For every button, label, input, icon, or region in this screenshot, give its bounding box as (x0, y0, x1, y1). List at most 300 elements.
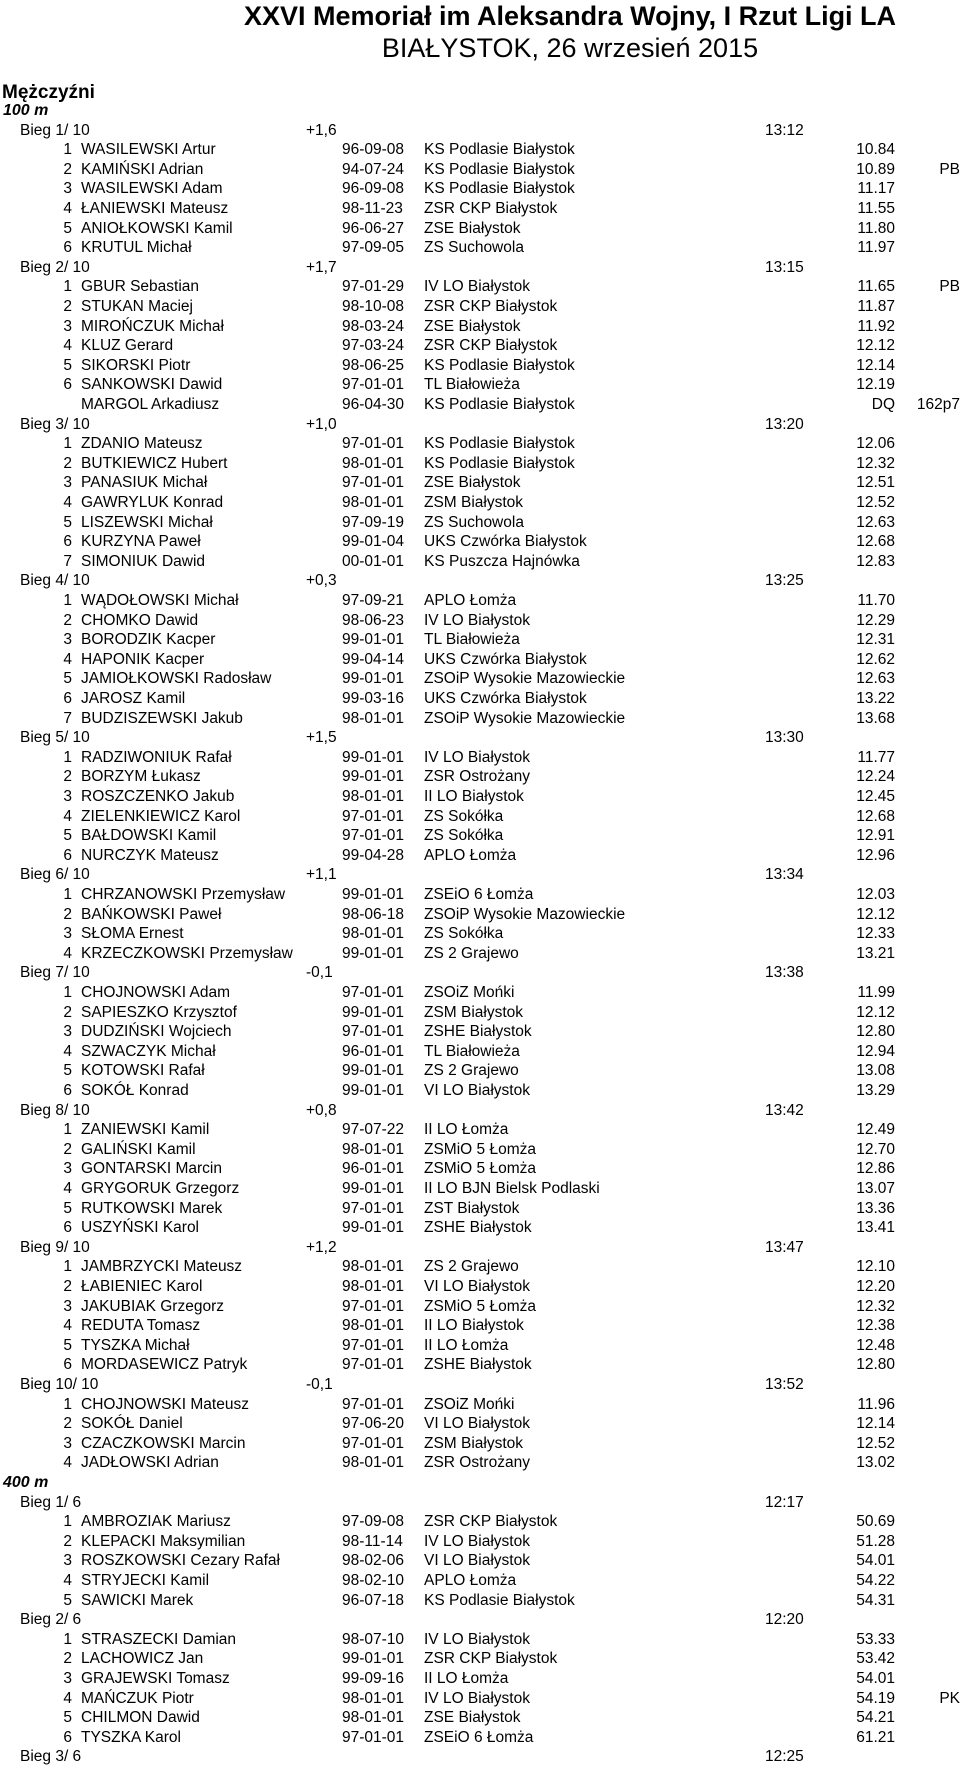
athlete-name: CHOJNOWSKI Mateusz (81, 1395, 249, 1413)
result-value: 12.52 (856, 1434, 895, 1452)
birth-date: 97-07-22 (342, 1121, 405, 1139)
heat-time: 13:38 (765, 964, 804, 982)
result-row (0, 1728, 960, 1748)
athlete-name: WĄDOŁOWSKI Michał (81, 592, 239, 609)
heat-header (0, 258, 960, 278)
birth-date: 97-09-08 (342, 1513, 405, 1531)
result-row (0, 1179, 960, 1199)
birth-date: 97-09-05 (342, 239, 405, 257)
heat-label: Bieg 10/ 10 (20, 1376, 99, 1393)
result-place: 6 (63, 1728, 72, 1746)
result-place: 1 (63, 1630, 72, 1648)
result-place: 3 (63, 1023, 72, 1041)
heat-header (0, 1375, 960, 1395)
result-value: 12.14 (856, 1415, 895, 1433)
athlete-name: SANKOWSKI Dawid (81, 376, 223, 394)
birth-date: 98-01-01 (342, 1258, 405, 1276)
result-row (0, 669, 960, 689)
result-place: 5 (63, 827, 72, 845)
birth-date: 97-01-01 (342, 435, 405, 453)
birth-date: 97-03-24 (342, 337, 405, 355)
birth-date: 98-01-01 (342, 494, 405, 511)
result-row (0, 1140, 960, 1160)
result-row (0, 689, 960, 709)
result-value: 61.21 (856, 1728, 895, 1746)
heat-header (0, 415, 960, 435)
athlete-name: GRYGORUK Grzegorz (81, 1180, 240, 1197)
heat-wind: +0,8 (306, 1101, 337, 1119)
result-place: 2 (63, 160, 72, 178)
athlete-name: TYSZKA Karol (81, 1728, 181, 1746)
page-title: XXVI Memoriał im Aleksandra Wojny, I Rzut Ligi LA (243, 1, 897, 31)
club-name: ZS 2 Grajewo (424, 1258, 519, 1276)
result-value: 13.02 (856, 1454, 895, 1472)
result-place: 3 (63, 474, 72, 492)
result-place: 4 (63, 1317, 72, 1335)
result-value: DQ (871, 396, 895, 413)
result-row (0, 1551, 960, 1571)
result-row (0, 787, 960, 807)
birth-date: 98-02-06 (342, 1552, 405, 1570)
club-name: TL Białowieża (424, 1042, 520, 1060)
event-heading (0, 1473, 960, 1493)
athlete-name: KAMIŃSKI Adrian (81, 160, 204, 178)
heat-label: Bieg 5/ 10 (20, 729, 90, 747)
birth-date: 99-04-14 (342, 650, 405, 668)
result-value: 12.80 (856, 1023, 895, 1041)
athlete-name: KLEPACKI Maksymilian (81, 1532, 246, 1550)
club-name: APLO Łomża (424, 592, 517, 609)
result-row (0, 532, 960, 552)
athlete-name: ZANIEWSKI Kamil (81, 1121, 210, 1139)
birth-date: 98-02-10 (342, 1572, 405, 1589)
athlete-name: WASILEWSKI Adam (81, 180, 223, 198)
athlete-name: GRAJEWSKI Tomasz (81, 1670, 230, 1687)
club-name: UKS Czwórka Białystok (424, 533, 587, 551)
club-name: ZSR CKP Białystok (424, 298, 558, 315)
athlete-name: ŁABIENIEC Karol (81, 1278, 203, 1295)
birth-date: 97-01-01 (342, 1336, 405, 1354)
result-row (0, 767, 960, 787)
club-name: ZSOiP Wysokie Mazowieckie (424, 670, 626, 688)
result-value: 12.86 (856, 1160, 895, 1178)
result-place: 5 (63, 1709, 72, 1727)
athlete-name: ROSZCZENKO Jakub (81, 788, 235, 805)
result-row (0, 513, 960, 533)
club-name: ZSR CKP Białystok (424, 1513, 558, 1531)
athlete-name: TYSZKA Michał (81, 1336, 190, 1354)
result-row (0, 277, 960, 297)
heat-wind: +1,1 (306, 866, 337, 884)
athlete-name: DUDZIŃSKI Wojciech (81, 1023, 232, 1041)
result-place: 5 (63, 670, 72, 688)
result-value: 12.32 (856, 454, 895, 472)
result-row (0, 1316, 960, 1336)
birth-date: 98-01-01 (342, 1454, 405, 1472)
birth-date: 99-01-01 (342, 1180, 405, 1197)
heat-time: 13:34 (765, 866, 804, 884)
birth-date: 99-01-04 (342, 533, 405, 551)
club-name: UKS Czwórka Białystok (424, 650, 587, 668)
result-row (0, 885, 960, 905)
result-value: 12.96 (856, 846, 895, 864)
heat-header (0, 1747, 960, 1767)
heat-wind: +0,3 (306, 572, 337, 590)
result-value: 10.84 (856, 141, 895, 159)
result-row (0, 336, 960, 356)
result-place: 2 (63, 1278, 72, 1295)
result-row (0, 1649, 960, 1669)
birth-date: 98-11-23 (342, 200, 403, 217)
result-row (0, 434, 960, 454)
result-row (0, 199, 960, 219)
club-name: KS Podlasie Białystok (424, 160, 575, 178)
athlete-name: BORODZIK Kacper (81, 631, 216, 649)
heat-label: Bieg 3/ 6 (20, 1748, 82, 1766)
club-name: II LO Białystok (424, 1317, 524, 1335)
club-name: IV LO Białystok (424, 1630, 530, 1648)
birth-date: 99-04-28 (342, 846, 405, 864)
result-place: 4 (63, 1454, 72, 1472)
result-value: 50.69 (856, 1513, 895, 1531)
heat-header (0, 728, 960, 748)
athlete-name: STRYJECKI Kamil (81, 1572, 210, 1589)
result-row (0, 983, 960, 1003)
athlete-name: PANASIUK Michał (81, 474, 208, 492)
club-name: KS Podlasie Białystok (424, 454, 575, 472)
result-place: 2 (63, 905, 72, 923)
result-row (0, 140, 960, 160)
athlete-name: KURZYNA Paweł (81, 533, 201, 551)
athlete-name: ANIOŁKOWSKI Kamil (81, 219, 233, 237)
athlete-name: ZDANIO Mateusz (81, 435, 203, 453)
club-name: VI LO Białystok (424, 1278, 530, 1295)
heat-time: 13:25 (765, 572, 804, 590)
result-place: 5 (63, 513, 72, 531)
athlete-name: JAROSZ Kamil (81, 690, 186, 707)
result-row (0, 1591, 960, 1611)
heat-label: Bieg 2/ 10 (20, 258, 90, 276)
athlete-name: LACHOWICZ Jan (81, 1650, 204, 1668)
result-row (0, 1081, 960, 1101)
heat-wind: +1,7 (306, 258, 337, 276)
result-place: 2 (63, 298, 72, 315)
result-row (0, 454, 960, 474)
club-name: IV LO Białystok (424, 748, 530, 766)
athlete-name: USZYŃSKI Karol (81, 1219, 200, 1237)
result-place: 4 (63, 1042, 72, 1060)
athlete-name: CHOMKO Dawid (81, 611, 199, 629)
result-row (0, 375, 960, 395)
result-place: 1 (63, 1258, 72, 1276)
result-place: 4 (63, 1572, 72, 1589)
result-value: 12.29 (856, 611, 895, 629)
result-value: 12.14 (856, 356, 895, 374)
birth-date: 97-01-01 (342, 1356, 405, 1374)
club-name: IV LO Białystok (424, 1532, 530, 1550)
birth-date: 98-01-01 (342, 1278, 405, 1295)
athlete-name: CHOJNOWSKI Adam (81, 984, 230, 1001)
result-place: 2 (63, 1650, 72, 1668)
result-value: 11.77 (857, 748, 895, 766)
result-row (0, 473, 960, 493)
result-row (0, 1512, 960, 1532)
heat-label: Bieg 8/ 10 (20, 1101, 90, 1119)
result-place: 4 (63, 650, 72, 668)
result-place: 1 (63, 984, 72, 1001)
result-value: 12.20 (856, 1278, 895, 1295)
heat-header (0, 1101, 960, 1121)
result-place: 7 (63, 552, 72, 570)
birth-date: 98-06-23 (342, 611, 405, 629)
birth-date: 98-01-01 (342, 1709, 405, 1727)
club-name: ZSE Białystok (424, 317, 521, 335)
result-value: 12.24 (856, 768, 895, 786)
result-value: 12.12 (856, 1003, 895, 1021)
result-row (0, 552, 960, 572)
athlete-name: GAWRYLUK Konrad (81, 494, 224, 511)
club-name: ZSOiP Wysokie Mazowieckie (424, 709, 626, 727)
result-row (0, 1159, 960, 1179)
athlete-name: SIKORSKI Piotr (81, 356, 191, 374)
result-value: 12.12 (856, 337, 895, 355)
club-name: KS Podlasie Białystok (424, 356, 575, 374)
athlete-name: JADŁOWSKI Adrian (81, 1454, 219, 1472)
birth-date: 98-06-25 (342, 356, 405, 374)
result-value: 12.45 (856, 788, 895, 805)
heat-header (0, 1493, 960, 1513)
result-row (0, 1120, 960, 1140)
birth-date: 00-01-01 (342, 552, 405, 570)
heat-header (0, 1610, 960, 1630)
club-name: KS Podlasie Białystok (424, 435, 575, 453)
athlete-name: LISZEWSKI Michał (81, 513, 213, 531)
birth-date: 98-10-08 (342, 298, 405, 315)
result-place: 4 (63, 494, 72, 511)
result-row (0, 709, 960, 729)
result-place: 5 (63, 1591, 72, 1609)
result-row (0, 493, 960, 513)
result-value: 12.06 (856, 435, 895, 453)
birth-date: 97-01-01 (342, 984, 405, 1001)
athlete-name: STRASZECKI Damian (81, 1630, 237, 1648)
club-name: ZS 2 Grajewo (424, 944, 519, 962)
result-value: 12.51 (856, 474, 895, 492)
club-name: ZSM Białystok (424, 494, 524, 511)
club-name: ZS Sokółka (424, 807, 504, 825)
result-value: 12.63 (856, 670, 895, 688)
club-name: ZST Białystok (424, 1199, 520, 1217)
club-name: ZSR CKP Białystok (424, 1650, 558, 1668)
result-row (0, 1414, 960, 1434)
athlete-name: JAMIOŁKOWSKI Radosław (81, 670, 272, 688)
athlete-name: KRZECZKOWSKI Przemysław (81, 944, 293, 962)
athlete-name: NURCZYK Mateusz (81, 846, 219, 864)
result-value: 12.03 (856, 886, 895, 903)
result-row (0, 1277, 960, 1297)
birth-date: 97-01-01 (342, 474, 405, 492)
result-row (0, 1453, 960, 1473)
club-name: ZSE Białystok (424, 1709, 521, 1727)
birth-date: 97-01-01 (342, 1297, 405, 1315)
birth-date: 99-01-01 (342, 748, 405, 766)
result-place: 1 (63, 748, 72, 766)
result-place: 6 (63, 690, 72, 707)
result-place: 2 (63, 768, 72, 786)
athlete-name: CHILMON Dawid (81, 1709, 200, 1727)
club-name: II LO Łomża (424, 1336, 509, 1354)
athlete-name: SAWICKI Marek (81, 1591, 194, 1609)
result-row (0, 905, 960, 925)
heat-label: Bieg 2/ 6 (20, 1611, 82, 1629)
result-place: 2 (63, 1140, 72, 1158)
birth-date: 99-01-01 (342, 768, 405, 786)
club-name: IV LO Białystok (424, 1689, 530, 1707)
birth-date: 96-06-27 (342, 219, 405, 237)
result-value: 12.63 (856, 513, 895, 531)
result-place: 5 (63, 1062, 72, 1080)
birth-date: 96-09-08 (342, 180, 405, 198)
result-value: 13.21 (856, 944, 895, 962)
result-row (0, 1630, 960, 1650)
club-name: ZSR CKP Białystok (424, 337, 558, 355)
birth-date: 99-01-01 (342, 670, 405, 688)
club-name: KS Podlasie Białystok (424, 141, 575, 159)
club-name: ZS Suchowola (424, 239, 524, 257)
athlete-name: SAPIESZKO Krzysztof (81, 1003, 237, 1021)
club-name: IV LO Białystok (424, 278, 530, 296)
birth-date: 96-04-30 (342, 396, 405, 413)
club-name: ZSM Białystok (424, 1003, 524, 1021)
result-note: PB (939, 160, 960, 178)
result-place: 1 (63, 886, 72, 903)
athlete-name: MAŃCZUK Piotr (81, 1689, 194, 1707)
page-subtitle: BIAŁYSTOK, 26 wrzesień 2015 (381, 33, 759, 63)
result-value: 12.12 (856, 905, 895, 923)
result-row (0, 846, 960, 866)
athlete-name: REDUTA Tomasz (81, 1317, 201, 1335)
result-place: 4 (63, 807, 72, 825)
result-value: 54.22 (856, 1572, 895, 1589)
result-place: 3 (63, 317, 72, 335)
result-place: 3 (63, 1670, 72, 1687)
result-place: 4 (63, 1180, 72, 1197)
result-value: 12.68 (856, 533, 895, 551)
heat-time: 12:25 (765, 1748, 804, 1766)
athlete-name: CZACZKOWSKI Marcin (81, 1434, 246, 1452)
result-place: 2 (63, 1003, 72, 1021)
result-place: 1 (63, 141, 72, 159)
birth-date: 97-01-29 (342, 278, 405, 296)
club-name: KS Puszcza Hajnówka (424, 552, 580, 570)
result-row (0, 1395, 960, 1415)
club-name: ZSE Białystok (424, 474, 521, 492)
club-name: ZSOiP Wysokie Mazowieckie (424, 905, 626, 923)
athlete-name: RUTKOWSKI Marek (81, 1199, 223, 1217)
result-place: 2 (63, 611, 72, 629)
result-value: 13.36 (856, 1199, 895, 1217)
heat-label: Bieg 6/ 10 (20, 866, 90, 884)
result-row (0, 1022, 960, 1042)
birth-date: 99-01-01 (342, 944, 405, 962)
heat-header (0, 963, 960, 983)
heat-time: 13:20 (765, 415, 804, 433)
athlete-name: BAŁDOWSKI Kamil (81, 827, 217, 845)
result-place: 6 (63, 533, 72, 551)
result-place: 3 (63, 788, 72, 805)
birth-date: 97-09-21 (342, 592, 405, 609)
heat-header (0, 121, 960, 141)
result-value: 11.65 (857, 278, 895, 296)
heat-wind: -0,1 (306, 1376, 333, 1393)
athlete-name: BUDZISZEWSKI Jakub (81, 709, 243, 727)
result-row (0, 611, 960, 631)
result-place: 1 (63, 435, 72, 453)
result-value: 12.68 (856, 807, 895, 825)
heat-header (0, 865, 960, 885)
event-name: 100 m (3, 102, 49, 119)
result-value: 12.94 (856, 1042, 895, 1060)
result-value: 10.89 (856, 160, 895, 178)
result-value: 12.91 (856, 827, 895, 845)
result-place: 2 (63, 1415, 72, 1433)
result-place: 2 (63, 1532, 72, 1550)
result-place: 5 (63, 356, 72, 374)
heat-wind: +1,2 (306, 1238, 337, 1256)
birth-date: 98-01-01 (342, 709, 405, 727)
result-value: 51.28 (856, 1532, 895, 1550)
heat-time: 13:47 (765, 1238, 804, 1256)
club-name: APLO Łomża (424, 846, 517, 864)
result-value: 12.48 (856, 1336, 895, 1354)
result-value: 11.70 (857, 592, 895, 609)
birth-date: 98-03-24 (342, 317, 405, 335)
heat-time: 13:42 (765, 1101, 804, 1119)
heat-header (0, 571, 960, 591)
result-place: 6 (63, 376, 72, 394)
heat-label: Bieg 1/ 6 (20, 1493, 82, 1511)
athlete-name: ZIELENKIEWICZ Karol (81, 807, 241, 825)
club-name: ZS 2 Grajewo (424, 1062, 519, 1080)
birth-date: 98-01-01 (342, 1689, 405, 1707)
club-name: II LO Białystok (424, 788, 524, 805)
result-row (0, 1532, 960, 1552)
birth-date: 96-09-08 (342, 141, 405, 159)
result-place: 7 (63, 709, 72, 727)
result-place: 4 (63, 337, 72, 355)
birth-date: 98-01-01 (342, 925, 405, 943)
club-name: VI LO Białystok (424, 1415, 530, 1433)
heat-time: 12:20 (765, 1611, 804, 1629)
result-value: 11.97 (857, 239, 895, 257)
result-row (0, 297, 960, 317)
result-row (0, 395, 960, 415)
event-heading (0, 101, 960, 121)
result-row (0, 924, 960, 944)
heat-wind: -0,1 (306, 964, 333, 982)
result-row (0, 807, 960, 827)
result-place: 4 (63, 944, 72, 962)
result-value: 54.01 (856, 1552, 895, 1570)
result-place: 5 (63, 219, 72, 237)
result-place: 1 (63, 1121, 72, 1139)
athlete-name: ROSZKOWSKI Cezary Rafał (81, 1552, 280, 1570)
result-value: 12.70 (856, 1140, 895, 1158)
club-name: IV LO Białystok (424, 611, 530, 629)
club-name: APLO Łomża (424, 1572, 517, 1589)
birth-date: 97-01-01 (342, 1728, 405, 1746)
result-value: 12.19 (856, 376, 895, 394)
